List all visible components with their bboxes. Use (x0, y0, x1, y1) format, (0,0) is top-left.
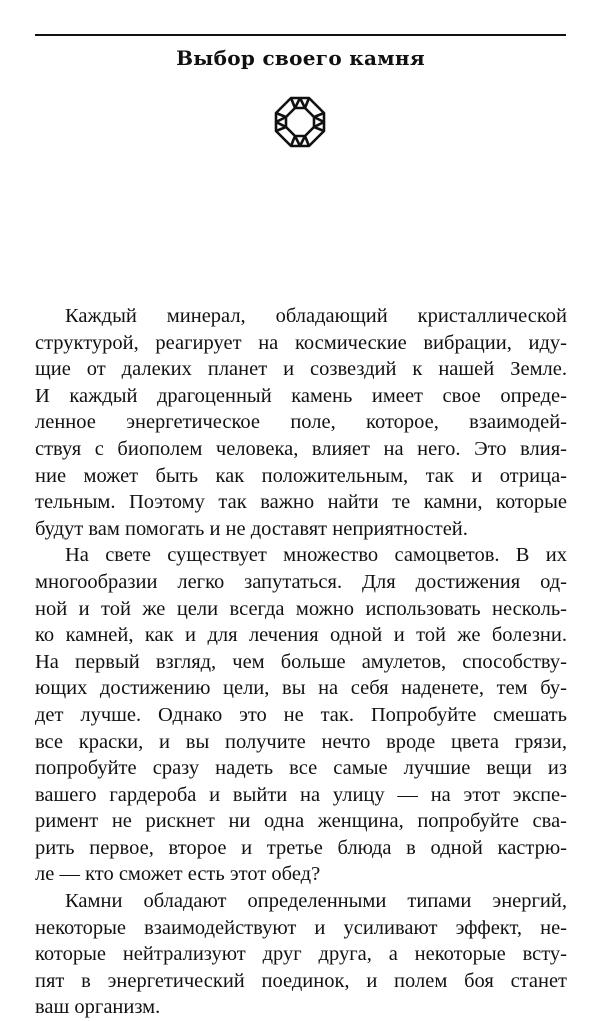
text-line: некоторые взаимодействуют и усиливают эффект, не- (35, 916, 567, 939)
body-text (35, 303, 567, 1021)
text-line: которые нейтрализуют друг друга, а некоторые всту- (35, 943, 567, 966)
text-line: рить первое, второе и третье блюда в одной кастрю- (35, 836, 567, 859)
text-line: ющих достижению цели, вы на себя наденете, тем бу- (35, 677, 567, 700)
text-line: ной и той же цели всегда можно использовать несколь- (35, 597, 567, 620)
paragraph-2 (35, 542, 567, 888)
text-line: ваш организм. (35, 996, 161, 1019)
text-line: все краски, и вы получите нечто вроде цвета грязи, (35, 730, 567, 753)
text-line: ле — кто сможет есть этот обед? (35, 863, 321, 886)
text-line: На первый взгляд, чем больше амулетов, способству- (35, 650, 567, 673)
text-line: ние может быть как положительным, так и отрица- (35, 464, 567, 487)
top-rule (35, 34, 566, 36)
text-line: На свете существует множество самоцветов. В их (65, 544, 567, 567)
text-line: вашего гардероба и выйти на улицу — на этот экспе- (35, 783, 567, 806)
chapter-title: Выбор своего камня (176, 46, 425, 70)
gem-icon (273, 95, 327, 149)
text-line: Камни обладают определенными типами энергий, (65, 890, 567, 913)
text-line: дет лучше. Однако это не так. Попробуйте смешать (35, 703, 567, 726)
text-line: щие от далеких планет и созвездий к нашей Земле. (35, 358, 567, 381)
text-line: Каждый минерал, обладающий кристаллической (65, 305, 567, 327)
text-line: будут вам помогать и не доставят неприятностей. (35, 517, 468, 540)
text-line: тельным. Поэтому так важно найти те камни, которые (35, 491, 567, 514)
text-line: И каждый драгоценный камень имеет свое опреде- (35, 384, 567, 407)
text-line: попробуйте сразу надеть все самые лучшие вещи из (35, 757, 567, 780)
text-line: пят в энергетический поединок, и полем боя станет (35, 969, 567, 992)
text-line: ленное энергетическое поле, которое, взаимодей- (35, 411, 567, 434)
text-line: римент не рискнет ни одна женщина, попробуйте сва- (35, 810, 567, 833)
text-line: структурой, реагирует на космические вибрации, иду- (35, 331, 567, 354)
text-line: многообразии легко запутаться. Для достижения од- (35, 570, 567, 593)
paragraph-1 (35, 303, 567, 542)
text-line: ствуя с биополем человека, влияет на него. Это влия- (35, 437, 567, 460)
paragraph-3 (35, 888, 567, 1021)
text-line: ко камней, как и для лечения одной и той же болезни. (35, 624, 567, 647)
